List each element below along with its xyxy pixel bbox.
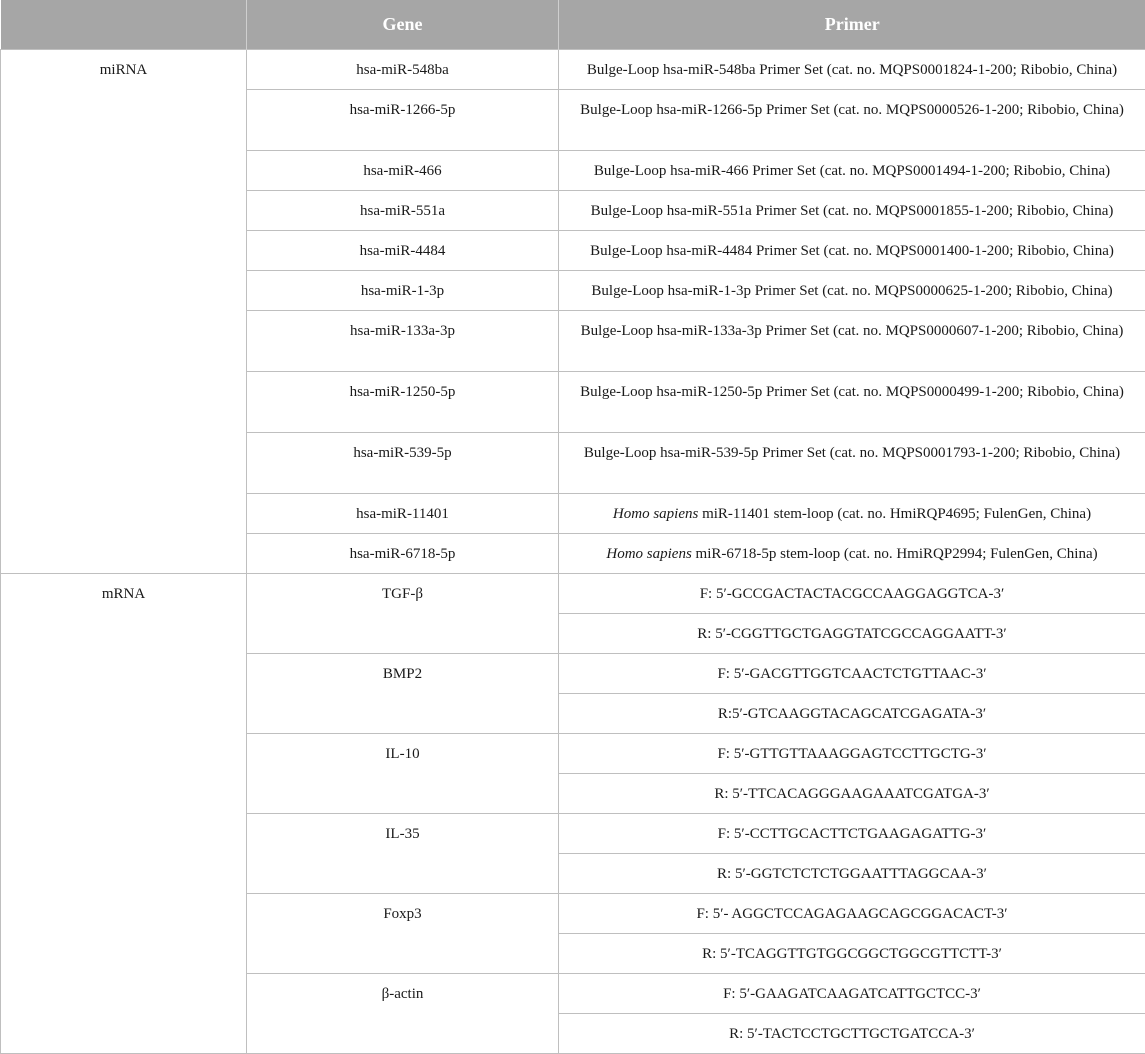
primer-cell <box>559 494 1145 534</box>
forward-primer-cell: F: 5′-GACGTTGGTCAACTCTGTTAAC-3′ <box>559 654 1145 694</box>
forward-primer-cell: F: 5′- AGGCTCCAGAGAAGCAGCGGACACT-3′ <box>559 894 1145 934</box>
reverse-primer-cell: R: 5′-TACTCCTGCTTGCTGATCCA-3′ <box>559 1014 1145 1054</box>
gene-cell: hsa-miR-548ba <box>247 50 559 90</box>
primer-cell: Bulge-Loop hsa-miR-1-3p Primer Set (cat. no. MQPS0000625-1-200; Ribobio, China) <box>559 271 1145 311</box>
primer-cell: Bulge-Loop hsa-miR-551a Primer Set (cat. no. MQPS0001855-1-200; Ribobio, China) <box>559 191 1145 231</box>
gene-cell: hsa-miR-1266-5p <box>247 90 559 151</box>
forward-primer-cell: F: 5′-GTTGTTAAAGGAGTCCTTGCTG-3′ <box>559 734 1145 774</box>
gene-cell: hsa-miR-1250-5p <box>247 372 559 433</box>
group-label-mrna: mRNA <box>1 574 247 1054</box>
primer-cell: Bulge-Loop hsa-miR-1266-5p Primer Set (cat. no. MQPS0000526-1-200; Ribobio, China) <box>559 90 1145 151</box>
primer-cell: Bulge-Loop hsa-miR-4484 Primer Set (cat. no. MQPS0001400-1-200; Ribobio, China) <box>559 231 1145 271</box>
forward-primer-cell: F: 5′-GCCGACTACTACGCCAAGGAGGTCA-3′ <box>559 574 1145 614</box>
primer-cell: Bulge-Loop hsa-miR-548ba Primer Set (cat. no. MQPS0001824-1-200; Ribobio, China) <box>559 50 1145 90</box>
reverse-primer-cell: R:5′-GTCAAGGTACAGCATCGAGATA-3′ <box>559 694 1145 734</box>
gene-cell: TGF-β <box>247 574 559 654</box>
table-header-row <box>1 0 1145 50</box>
header-empty <box>1 0 247 50</box>
species-name: Homo sapiens <box>606 546 691 562</box>
header-primer: Primer <box>559 0 1145 50</box>
gene-cell: hsa-miR-133a-3p <box>247 311 559 372</box>
primer-cell: Bulge-Loop hsa-miR-133a-3p Primer Set (cat. no. MQPS0000607-1-200; Ribobio, China) <box>559 311 1145 372</box>
reverse-primer-cell: R: 5′-GGTCTCTCTGGAATTTAGGCAA-3′ <box>559 854 1145 894</box>
primer-cell: Bulge-Loop hsa-miR-466 Primer Set (cat. no. MQPS0001494-1-200; Ribobio, China) <box>559 151 1145 191</box>
gene-cell: hsa-miR-466 <box>247 151 559 191</box>
forward-primer-cell: F: 5′-GAAGATCAAGATCATTGCTCC-3′ <box>559 974 1145 1014</box>
gene-cell: BMP2 <box>247 654 559 734</box>
reverse-primer-cell: R: 5′-CGGTTGCTGAGGTATCGCCAGGAATT-3′ <box>559 614 1145 654</box>
table-row <box>1 50 1145 90</box>
reverse-primer-cell: R: 5′-TTCACAGGGAAGAAATCGATGA-3′ <box>559 774 1145 814</box>
forward-primer-cell: F: 5′-CCTTGCACTTCTGAAGAGATTG-3′ <box>559 814 1145 854</box>
gene-cell: hsa-miR-551a <box>247 191 559 231</box>
table-row <box>1 574 1145 614</box>
reverse-primer-cell: R: 5′-TCAGGTTGTGGCGGCTGGCGTTCTT-3′ <box>559 934 1145 974</box>
gene-cell: hsa-miR-4484 <box>247 231 559 271</box>
gene-cell: hsa-miR-539-5p <box>247 433 559 494</box>
gene-cell: β-actin <box>247 974 559 1054</box>
gene-cell: hsa-miR-11401 <box>247 494 559 534</box>
gene-cell: hsa-miR-6718-5p <box>247 534 559 574</box>
species-name: Homo sapiens <box>613 506 698 522</box>
header-gene: Gene <box>247 0 559 50</box>
primer-cell: Bulge-Loop hsa-miR-539-5p Primer Set (cat. no. MQPS0001793-1-200; Ribobio, China) <box>559 433 1145 494</box>
primer-cell: Bulge-Loop hsa-miR-1250-5p Primer Set (cat. no. MQPS0000499-1-200; Ribobio, China) <box>559 372 1145 433</box>
gene-cell: IL-35 <box>247 814 559 894</box>
gene-cell: Foxp3 <box>247 894 559 974</box>
primer-text: miR-6718-5p stem-loop (cat. no. HmiRQP2994; FulenGen, China) <box>692 546 1098 562</box>
gene-cell: hsa-miR-1-3p <box>247 271 559 311</box>
gene-cell: IL-10 <box>247 734 559 814</box>
primer-text: miR-11401 stem-loop (cat. no. HmiRQP4695; FulenGen, China) <box>698 506 1091 522</box>
group-label-mirna: miRNA <box>1 50 247 574</box>
primer-cell <box>559 534 1145 574</box>
